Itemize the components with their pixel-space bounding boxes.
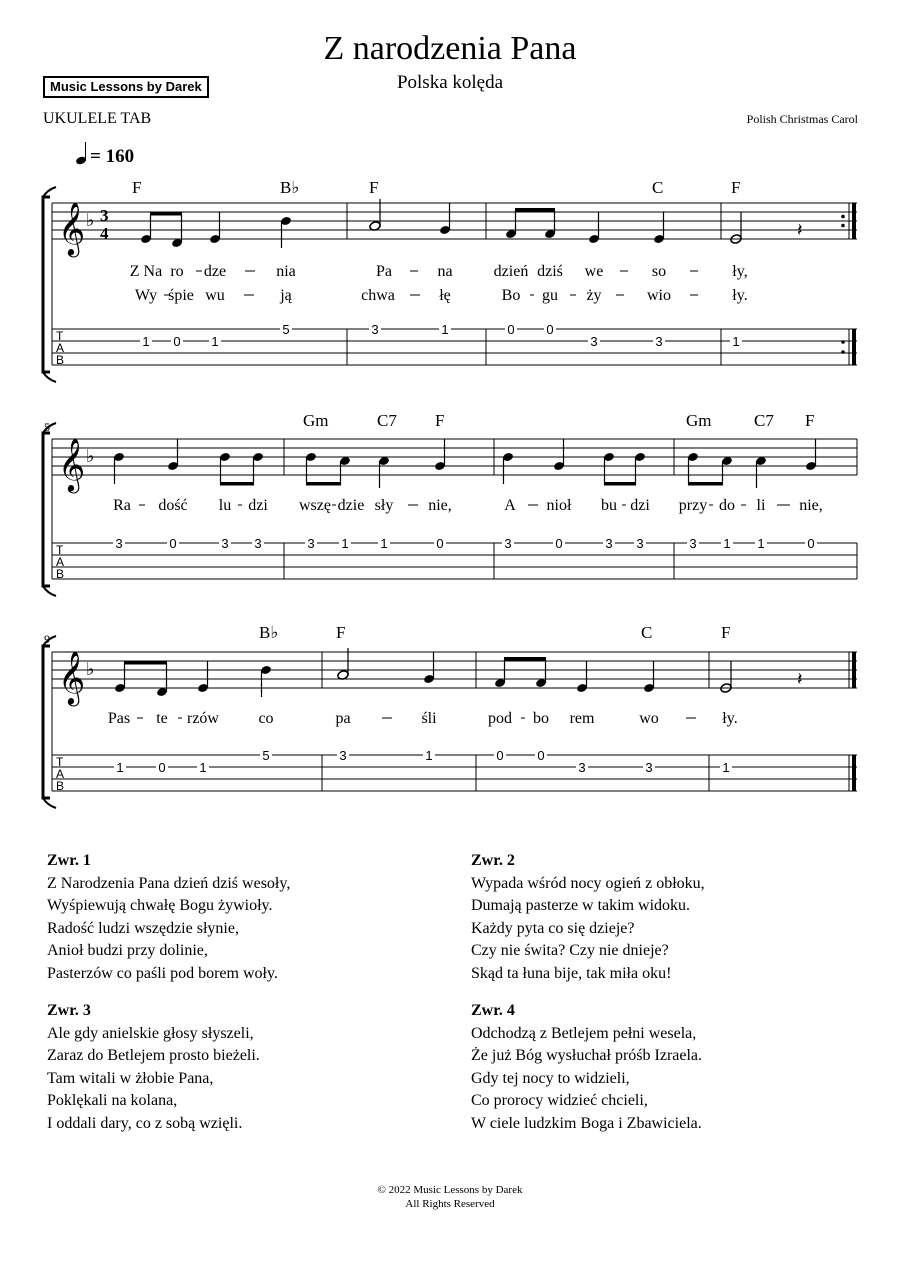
tab-fret: 1 (380, 536, 388, 551)
lyric-syllable: nie, (799, 497, 823, 514)
lyric-syllable: ży (586, 287, 602, 304)
tab-lines (52, 755, 857, 791)
svg-text:T: T (56, 329, 64, 343)
lyric-syllable: chwa (361, 287, 395, 304)
lyric-syllable: ły. (722, 710, 738, 727)
note-eighth (505, 210, 517, 239)
lyric-syllable: pa (335, 710, 351, 727)
chord-symbol: F (336, 623, 346, 642)
tab-fret: 1 (732, 334, 740, 349)
verse-line: Dumają pasterze w takim widoku. (471, 897, 691, 915)
instrument-label: UKULELE TAB (43, 110, 152, 127)
tab-fret: 0 (537, 748, 545, 763)
time-sig-top: 3 (100, 206, 109, 225)
brand-label: Music Lessons by Darek (43, 76, 209, 98)
key-flat-icon: ♭ (86, 659, 95, 680)
verse-title: Zwr. 4 (471, 1002, 515, 1019)
tab-numbers (114, 747, 732, 775)
note-quarter (167, 439, 179, 471)
beam (306, 482, 341, 486)
verse-line: Skąd ta łuna bije, tak miła oku! (471, 964, 672, 982)
note-eighth (544, 210, 556, 239)
note-quarter (643, 661, 655, 693)
lyric-syllable: co (258, 710, 274, 727)
description-label: Polish Christmas Carol (746, 112, 858, 126)
tab-fret: 1 (341, 536, 349, 551)
tab-fret: 3 (655, 334, 663, 349)
tab-fret: 1 (722, 760, 730, 775)
chord-symbols (132, 178, 740, 197)
lyric-syllable: nioł (546, 497, 572, 514)
note-quarter (653, 212, 665, 244)
tab-fret: 0 (507, 322, 515, 337)
lyric-syllable: do (719, 497, 735, 514)
lyric-syllable: pod (488, 710, 512, 727)
svg-text:A: A (56, 341, 65, 355)
time-sig-bottom: 4 (100, 224, 109, 243)
tab-clef (56, 543, 64, 581)
lyric-syllable: Ra (113, 497, 131, 514)
tab-fret: 3 (221, 536, 229, 551)
beam (515, 208, 555, 212)
note-quarter (423, 652, 435, 684)
song-title: Z narodzenia Pana (323, 30, 577, 67)
system-3 (43, 623, 857, 808)
note-quarter (502, 452, 514, 484)
lyric-syllable: dzie (337, 497, 365, 514)
verse-block-1 (47, 850, 407, 986)
chord-symbol: F (435, 411, 445, 430)
tab-clef (56, 329, 64, 367)
notes (113, 439, 817, 488)
tab-fret: 3 (339, 748, 347, 763)
staff-lines (52, 203, 857, 239)
lyric-syllable: bo (533, 710, 549, 727)
chord-symbol: F (721, 623, 731, 642)
lyrics-verse-1 (108, 710, 738, 727)
lyric-syllable: bu (601, 497, 617, 514)
verse-title: Zwr. 1 (47, 852, 91, 869)
lyric-syllable: gu (542, 287, 558, 304)
tab-fret: 1 (116, 760, 124, 775)
note-eighth (603, 452, 615, 484)
tab-fret: 3 (590, 334, 598, 349)
verse-line: Z Narodzenia Pana dzień dziś wesoły, (47, 874, 291, 892)
tab-fret: 1 (199, 760, 207, 775)
note-eighth (634, 452, 646, 484)
tab-fret: 1 (142, 334, 150, 349)
tab-fret: 1 (441, 322, 449, 337)
tab-fret: 3 (645, 760, 653, 775)
song-subtitle: Polska kolęda (396, 72, 504, 93)
note-eighth (252, 452, 264, 484)
copyright-text: © 2022 Music Lessons by Darek (377, 1184, 523, 1196)
chord-symbol: C (641, 623, 653, 642)
verse-line: Odchodzą z Betlejem pełni wesela, (471, 1024, 697, 1042)
lyric-syllable: Bo (501, 287, 521, 304)
tab-fret: 3 (578, 760, 586, 775)
svg-text:B: B (56, 779, 65, 793)
lyric-syllable: lu (218, 497, 232, 514)
lyric-syllable: ją (280, 287, 292, 304)
lyric-syllable: Z Na (129, 263, 163, 280)
beam (504, 657, 546, 661)
verse-line: Ale gdy anielskie głosy słyszeli, (47, 1024, 254, 1042)
chord-symbol: F (805, 411, 815, 430)
verse-block-3 (47, 1000, 407, 1136)
chord-symbol: Gm (303, 411, 329, 430)
verse-title: Zwr. 2 (471, 852, 515, 869)
chord-symbols (303, 411, 814, 430)
lyric-syllable: rzów (187, 710, 219, 727)
tab-fret: 0 (807, 536, 815, 551)
lyric-syllable: nia (276, 263, 296, 280)
svg-text:T: T (56, 755, 64, 769)
verse-line: Tam witali w żłobie Pana, (47, 1069, 214, 1087)
system-bracket (43, 197, 50, 372)
lyric-syllable: na (437, 263, 453, 280)
lyric-syllable: so (651, 263, 667, 280)
system-bracket (43, 646, 50, 798)
note-quarter (576, 661, 588, 693)
lyric-syllable: dzień (493, 263, 529, 280)
note-eighth (535, 659, 547, 688)
tempo-value: = 160 (90, 146, 135, 167)
lyrics-verse-1 (113, 497, 823, 514)
note-quarter (260, 665, 272, 697)
quarter-rest-icon: 𝄽 (797, 220, 803, 241)
lyric-syllable: wu (205, 287, 225, 304)
verse-line: Czy nie świta? Czy nie dnieje? (471, 942, 669, 960)
chord-symbol: F (731, 178, 741, 197)
verse-line: Poklękali na kolana, (47, 1092, 178, 1110)
tab-fret: 5 (262, 748, 270, 763)
lyric-syllable: śli (421, 710, 437, 727)
quarter-rest-icon: 𝄽 (797, 669, 803, 690)
beam (604, 482, 636, 486)
note-eighth (171, 214, 183, 248)
verse-line: Pasterzów co paśli pod borem woły. (47, 964, 278, 982)
note-eighth (114, 663, 126, 693)
lyric-syllable: dze (203, 263, 227, 280)
lyric-syllable: te (156, 710, 168, 727)
system-1 (43, 178, 857, 382)
tab-fret: 3 (115, 536, 123, 551)
final-barline (852, 203, 856, 239)
verse-block-2 (471, 850, 831, 986)
notes (114, 648, 802, 697)
lyric-syllable: łę (439, 287, 451, 304)
key-flat-icon: ♭ (86, 210, 95, 231)
lyric-syllable: wszę (299, 497, 331, 514)
chord-symbols (259, 623, 730, 642)
rights-text: All Rights Reserved (405, 1198, 495, 1210)
note-quarter (113, 452, 125, 484)
key-flat-icon: ♭ (86, 446, 95, 467)
note-eighth (494, 659, 506, 688)
tab-fret: 3 (254, 536, 262, 551)
chord-symbol: B♭ (259, 623, 279, 642)
tab-fret: 1 (723, 536, 731, 551)
note-quarter (434, 439, 446, 471)
lyric-syllable: we (584, 263, 604, 280)
svg-text:B: B (56, 567, 65, 581)
lyrics-verse-1 (130, 263, 748, 280)
verse-line: Że już Bóg wysłuchał próśb Izraela. (471, 1047, 703, 1065)
note-eighth (687, 452, 699, 484)
tab-fret: 3 (605, 536, 613, 551)
measure-number: 9 (44, 632, 50, 646)
note-quarter (197, 661, 209, 693)
tab-fret: 0 (546, 322, 554, 337)
verse-line: Wyśpiewują chwałę Bogu żywioły. (47, 897, 273, 915)
note-half (337, 648, 349, 680)
note-eighth (219, 452, 231, 484)
beam (688, 482, 723, 486)
lyric-syllable: A (504, 497, 516, 514)
staff-lines (52, 652, 857, 688)
tab-fret: 3 (504, 536, 512, 551)
verse-line: Gdy tej nocy to widzieli, (471, 1069, 630, 1087)
lyric-syllable: ły, (732, 263, 748, 280)
lyric-syllable: wio (647, 287, 671, 304)
lyric-syllable: rem (569, 710, 595, 727)
note-eighth (156, 663, 168, 697)
verse-title: Zwr. 3 (47, 1002, 91, 1019)
tab-fret: 3 (636, 536, 644, 551)
beam (150, 212, 182, 216)
verse-block-4 (471, 1000, 831, 1136)
lyric-syllable: li (756, 497, 766, 514)
note-quarter (805, 439, 817, 471)
verse-line: Każdy pyta co się dzieje? (471, 919, 635, 937)
note-quarter (280, 216, 292, 248)
treble-clef-icon: 𝄞 (58, 437, 86, 491)
note-quarter (588, 212, 600, 244)
note-half (369, 199, 381, 231)
lyric-syllable: dość (158, 497, 188, 514)
chord-symbol: F (132, 178, 142, 197)
lyric-syllable: śpie (168, 287, 194, 304)
tab-fret: 0 (158, 760, 166, 775)
lyric-syllable: dzi (630, 497, 650, 514)
verse-line: Anioł budzi przy dolinie, (47, 942, 208, 960)
tab-fret: 1 (425, 748, 433, 763)
notes (140, 199, 802, 248)
lyric-syllable: Pas (107, 710, 131, 727)
tab-fret: 3 (371, 322, 379, 337)
lyric-syllable: dziś (537, 263, 563, 280)
tab-fret: 1 (757, 536, 765, 551)
lyric-syllable: przy (678, 497, 708, 514)
tab-fret: 0 (496, 748, 504, 763)
chord-symbol: C7 (377, 411, 397, 430)
chord-symbol: F (369, 178, 379, 197)
svg-text:T: T (56, 543, 64, 557)
tab-fret: 5 (282, 322, 290, 337)
svg-text:A: A (56, 555, 65, 569)
lyric-syllable: dzi (248, 497, 268, 514)
verse-line: Wypada wśród nocy ogień z obłoku, (471, 874, 705, 892)
tab-fret: 3 (689, 536, 697, 551)
note-quarter (209, 212, 221, 244)
final-barline (852, 652, 856, 688)
tab-fret: 0 (436, 536, 444, 551)
note-quarter (755, 456, 767, 488)
chord-symbol: Gm (686, 411, 712, 430)
system-bracket (43, 433, 50, 586)
verse-line: W ciele ludzkim Boga i Zbawiciela. (471, 1114, 702, 1132)
note-quarter (378, 456, 390, 488)
measure-number: 5 (44, 420, 50, 434)
lyric-syllable: nie, (428, 497, 452, 514)
tab-fret: 0 (555, 536, 563, 551)
tab-fret: 0 (169, 536, 177, 551)
lyric-hyphens (164, 271, 698, 295)
lyric-syllable: ły. (732, 287, 748, 304)
chord-symbol: C7 (754, 411, 774, 430)
system-2 (43, 411, 857, 596)
svg-text:A: A (56, 767, 65, 781)
note-eighth (339, 456, 351, 484)
tab-fret: 3 (307, 536, 315, 551)
note-quarter (439, 203, 451, 235)
chord-symbol: B♭ (280, 178, 300, 197)
note-eighth (721, 456, 733, 484)
lyrics-verse-2 (135, 287, 748, 304)
lyric-syllable: sły (374, 497, 394, 514)
note-eighth (305, 452, 317, 484)
note-quarter (553, 439, 565, 471)
treble-clef-icon: 𝄞 (58, 650, 86, 704)
verse-line: Radość ludzi wszędzie słynie, (47, 919, 239, 937)
lyric-syllable: Wy (134, 287, 158, 304)
note-eighth (140, 214, 152, 244)
treble-clef-icon: 𝄞 (58, 201, 86, 255)
verse-line: Co prorocy widzieć chcieli, (471, 1092, 648, 1110)
chord-symbol: C (652, 178, 664, 197)
tab-fret: 1 (211, 334, 219, 349)
beam (124, 661, 167, 665)
beam (220, 482, 254, 486)
verse-line: I oddali dary, co z sobą wzięli. (47, 1114, 243, 1132)
tab-clef (56, 755, 64, 793)
verse-line: Zaraz do Betlejem prosto bieżeli. (47, 1047, 260, 1065)
repeat-dot (841, 215, 845, 219)
tab-fret: 0 (173, 334, 181, 349)
lyric-syllable: Pa (376, 263, 392, 280)
lyric-syllable: ro (170, 263, 184, 280)
tab-numbers (140, 321, 742, 349)
svg-text:B: B (56, 353, 65, 367)
footer (0, 1183, 900, 1211)
lyric-syllable: wo (639, 710, 659, 727)
